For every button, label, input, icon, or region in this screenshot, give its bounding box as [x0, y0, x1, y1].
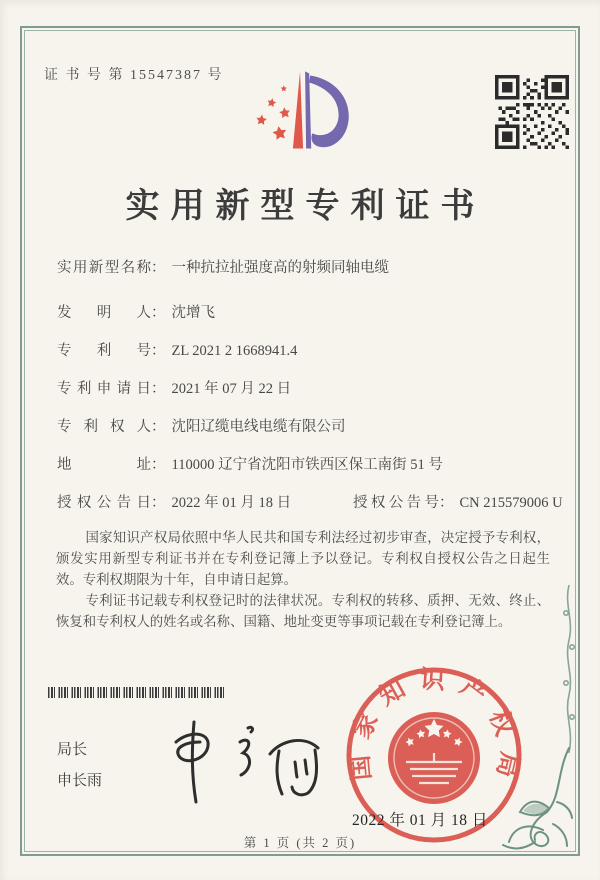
legal-paragraph: 专利证书记载专利权登记时的法律状况。专利权的转移、质押、无效、终止、恢复和专利权人的姓名或名称、国籍、地址变更等事项记载在专利登记簿上。: [56, 593, 550, 629]
national-emblem-icon: [388, 712, 480, 804]
seal-date: 2022 年 01 月 18 日: [352, 812, 488, 829]
field-label: 授权公告日: [57, 495, 151, 511]
legal-text-block: [56, 527, 550, 632]
seal-ring-text: 国家知识产权局: [345, 666, 524, 793]
director-name: 申长雨: [57, 773, 103, 789]
field-value: 2021 年 07 月 22 日: [171, 381, 292, 397]
legal-paragraph: 国家知识产权局依照中华人民共和国专利法经过初步审查，决定授予专利权，颁发实用新型专利证书并在专利登记簿上予以登记。专利权自授权公告之日起生效。专利权期限为十年，自申请日起算。: [56, 530, 550, 587]
field-label: 专利号: [57, 343, 151, 359]
field-colon: ：: [151, 457, 166, 473]
field-label: 实用新型名称: [57, 260, 151, 276]
field-colon: ：: [151, 260, 166, 276]
field-value: 110000 辽宁省沈阳市铁西区保工南街 51 号: [171, 457, 443, 473]
field-label: 专利申请日: [57, 381, 151, 397]
barcode: [48, 687, 226, 698]
field-label: 发明人: [57, 305, 151, 321]
field-colon: ：: [151, 419, 166, 435]
field-row-patentee: [57, 415, 346, 436]
director-block: [57, 735, 102, 797]
director-title: 局长: [57, 742, 88, 758]
certificate-title: 实用新型专利证书: [125, 188, 486, 225]
field-row-patent-number: [57, 339, 297, 360]
field-colon: ：: [151, 343, 166, 359]
field-value: 2022 年 01 月 18 日: [171, 495, 292, 511]
field-label: 地址: [57, 457, 151, 473]
field-label: 授权公告号: [353, 495, 439, 511]
field-colon: ：: [151, 305, 166, 321]
field-value: CN 215579006 U: [459, 495, 563, 511]
cnipa-patent-logo-icon: [232, 58, 364, 166]
qr-code: [495, 75, 569, 149]
field-colon: ：: [151, 495, 166, 511]
field-row-address: [57, 453, 443, 474]
certificate-number: 证 书 号 第 15547387 号: [44, 68, 224, 83]
director-signature: [156, 712, 334, 814]
field-value: 沈增飞: [171, 305, 215, 321]
field-grant-number: [353, 491, 563, 512]
logo-spike: [293, 71, 303, 148]
field-label: 专利权人: [57, 419, 151, 435]
field-row-inventor: [57, 301, 215, 322]
page-number: 第 1 页 (共 2 页): [243, 836, 357, 850]
field-row-grant-publication: [57, 491, 563, 512]
field-value: ZL 2021 2 1668941.4: [171, 343, 298, 359]
field-value: 沈阳辽缆电线电缆有限公司: [171, 419, 346, 435]
field-row-utility-model-name: [57, 256, 389, 277]
field-row-filing-date: [57, 377, 291, 398]
field-value: 一种抗拉扯强度高的射频同轴电缆: [171, 260, 389, 276]
corner-flourish-icon: [487, 746, 575, 850]
vine-ornament-icon: [561, 585, 577, 755]
field-colon: ：: [439, 495, 454, 511]
field-colon: ：: [151, 381, 166, 397]
